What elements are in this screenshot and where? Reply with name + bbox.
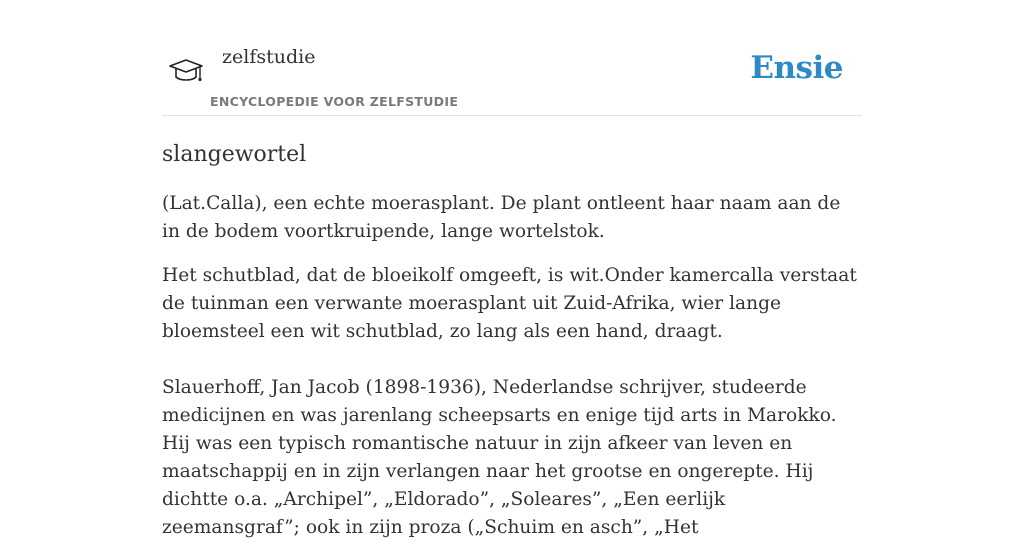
site-header [162, 38, 862, 116]
brand-logo[interactable]: Ensie [750, 50, 843, 86]
article-paragraph: (Lat.Calla), een echte moerasplant. De plant ontleent haar naam aan de in de bodem voortkruipende, lange wortelstok. [162, 193, 841, 242]
graduation-cap-icon[interactable] [166, 56, 206, 90]
article-title: slangewortel [162, 142, 307, 167]
site-name[interactable]: zelfstudie [222, 46, 316, 68]
site-tagline: ENCYCLOPEDIE VOOR ZELFSTUDIE [210, 94, 459, 109]
article-paragraph: Het schutblad, dat de bloeikolf omgeeft, is wit.Onder kamercalla verstaat de tuinman een verwante moerasplant uit Zuid-Afrika, wier lange bloemsteel een wit schutblad, zo lang als een hand, draagt. [162, 265, 857, 342]
article [162, 140, 862, 558]
article-paragraph: Slauerhoff, Jan Jacob (1898-1936), Nederlandse schrijver, studeerde medicijnen en was jarenlang scheepsarts en enige tijd arts in Marokko. Hij was een typisch romantische natuur in zijn afkeer van leven en maatschappij en in zijn verlangen naar het grootse en ongerepte. Hij dichtte o.a. „Archipel”, „Eldorado”, „Soleares”, „Een eerlijk zeemansgraf”; ook in zijn proza („Schuim en asch”, „Het [162, 377, 837, 538]
